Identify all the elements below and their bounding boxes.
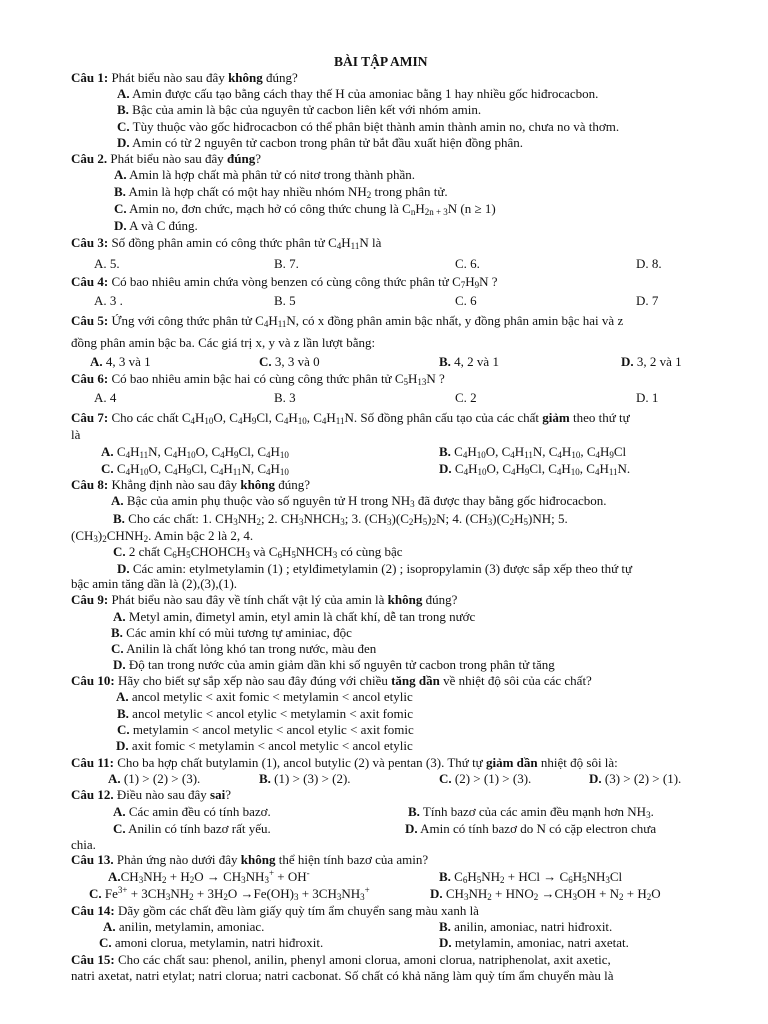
question-2: Câu 2. Phát biểu nào sau đây đúng?	[71, 151, 261, 166]
q3-option-d: D. 8.	[636, 256, 662, 271]
q14-option-d: D. metylamin, amoniac, natri axetat.	[439, 935, 629, 950]
q5-option-c: C. 3, 3 và 0	[259, 354, 320, 369]
q5-option-a: A. 4, 3 và 1	[90, 354, 151, 369]
question-15-continued: natri axetat, natri etylat; natri clorua; natri cacbonat. Số chất có khả năng làm quỳ tím ẩm chuyển màu là	[71, 968, 614, 983]
question-3: Câu 3: Số đồng phân amin có công thức phân tử $C_4H_{11}N$ là	[71, 235, 382, 251]
q3-option-c: C. 6.	[455, 256, 480, 271]
q1-option-b: B. Bậc của amin là bậc của nguyên tử cacbon liên kết với nhóm amin.	[117, 102, 482, 117]
q12-option-c: C. Anilin có tính bazơ rất yếu.	[113, 821, 271, 836]
q1-option-c: C. Tùy thuộc vào gốc hiđrocacbon có thể phân biệt thành amin thành amin no, chưa no và thơm.	[117, 119, 620, 134]
q8-option-b-continued: $(CH_3)_2CHNH_2$. Amin bậc 2 là 2, 4.	[71, 528, 254, 544]
q4-option-b: B. 5	[274, 293, 296, 308]
q14-option-c: C. amoni clorua, metylamin, natri hiđroxit.	[99, 935, 324, 950]
q11-option-b: B. (1) > (3) > (2).	[259, 771, 351, 786]
q8-option-a: A. Bậc của amin phụ thuộc vào số nguyên tử H trong $NH_3$ đã được thay bằng gốc hiđrocacbon.	[111, 493, 607, 509]
q5-option-b: B. 4, 2 và 1	[439, 354, 499, 369]
question-1: Câu 1: Phát biểu nào sau đây không đúng?	[71, 70, 298, 85]
q11-option-c: C. (2) > (1) > (3).	[439, 771, 532, 786]
question-8: Câu 8: Khẳng định nào sau đây không đúng?	[71, 477, 311, 492]
q10-option-d: D. axit fomic < metylamin < ancol metylic < ancol etylic	[116, 738, 413, 753]
q1-option-a: A. Amin được cấu tạo bằng cách thay thế H của amoniac bằng 1 hay nhiều gốc hiđrocacbon.	[117, 86, 599, 101]
q12-option-b: B. Tính bazơ của các amin đều mạnh hơn $NH_3$.	[408, 804, 654, 820]
q8-option-c: C. 2 chất $C_6H_5CHOHCH_3$ và $C_6H_5NHCH_3$ có cùng bậc	[113, 544, 403, 560]
q9-option-d: D. Độ tan trong nước của amin giảm dần khi số nguyên tử cacbon trong phân tử tăng	[113, 657, 555, 672]
document-title: BÀI TẬP AMIN	[334, 54, 428, 69]
q14-option-a: A. anilin, metylamin, amoniac.	[103, 919, 265, 934]
q6-option-c: C. 2	[455, 390, 477, 405]
q12-option-a: A. Các amin đều có tính bazơ.	[113, 804, 271, 819]
q10-option-a: A. ancol metylic < axit fomic < metylamin < ancol etylic	[116, 689, 413, 704]
q4-option-d: D. 7	[636, 293, 659, 308]
q6-option-b: B. 3	[274, 390, 296, 405]
q2-option-a: A. Amin là hợp chất mà phân tử có nitơ trong thành phần.	[114, 167, 415, 182]
q1-option-d: D. Amin có từ 2 nguyên tử cacbon trong phân tử bắt đầu xuất hiện đồng phân.	[117, 135, 524, 150]
question-6: Câu 6: Có bao nhiêu amin bậc hai có cùng công thức phân tử $C_5H_{13}N$ ?	[71, 371, 445, 387]
q13-option-b: B. $C_6H_5NH_2$ + HCl → $C_6H_5NH_3Cl$	[439, 869, 623, 885]
q3-option-a: A. 5.	[94, 256, 120, 271]
question-13: Câu 13. Phản ứng nào dưới đây không thể hiện tính bazơ của amin?	[71, 852, 429, 867]
q8-option-b: B. Cho các chất: 1. $CH_3NH_2$; 2. $CH_3NHCH_3$; 3. $(CH_3)(C_2H_5)_2N$; 4. $(CH_3)(C_2H_5)NH$; 5.	[113, 511, 568, 527]
q11-option-d: D. (3) > (2) > (1).	[589, 771, 682, 786]
question-11: Câu 11: Cho ba hợp chất butylamin (1), ancol butylic (2) và pentan (3). Thứ tự giảm dần nhiệt độ sôi là:	[71, 755, 618, 770]
question-label: Câu 1:	[71, 70, 109, 85]
q8-option-d: D. Các amin: etylmetylamin (1) ; etylđimetylamin (2) ; isopropylamin (3) được sắp xếp theo thứ tự	[117, 561, 633, 576]
question-5: Câu 5: Ứng với công thức phân tử $C_4H_{11}N$, có x đồng phân amin bậc nhất, y đồng phân amin bậc hai và z	[71, 313, 624, 329]
q9-option-c: C. Anilin là chất lỏng khó tan trong nước, màu đen	[111, 641, 377, 656]
question-12: Câu 12. Điều nào sau đây sai?	[71, 787, 231, 802]
q12-option-d-continued: chia.	[71, 837, 96, 852]
q7-option-c: C. $C_4H_{10}O$, $C_4H_9Cl$, $C_4H_{11}N$, $C_4H_{10}$	[101, 461, 289, 477]
question-4: Câu 4: Có bao nhiêu amin chứa vòng benzen có cùng công thức phân tử $C_7H_9N$ ?	[71, 274, 498, 290]
q9-option-b: B. Các amin khí có mùi tương tự aminiac, độc	[111, 625, 352, 640]
question-9: Câu 9: Phát biểu nào sau đây về tính chất vật lý của amin là không đúng?	[71, 592, 458, 607]
q13-option-a: $A.CH_3NH_2 + H_2O \to CH_3NH_3^+ + OH^-$	[108, 868, 310, 885]
q13-option-d: D. $CH_3NH_2 + HNO_2 \to CH_3OH + N_2 + H_2O$	[430, 886, 661, 902]
q7-option-b: B. $C_4H_{10}O$, $C_4H_{11}N$, $C_4H_{10}$, $C_4H_9Cl$	[439, 444, 627, 460]
question-7: Câu 7: Cho các chất $C_4H_{10}O$, $C_4H_9Cl$, $C_4H_{10}$, $C_4H_{11}N$. Số đồng phân cấu tạo của các chất giảm theo thứ tự	[71, 410, 630, 426]
q4-option-c: C. 6	[455, 293, 477, 308]
q10-option-b: B. ancol metylic < ancol etylic < metylamin < axit fomic	[117, 706, 413, 721]
q2-option-c: C. Amin no, đơn chức, mạch hở có công thức chung là $C_nH_{2n + 3}N$ (n ≥ 1)	[114, 201, 496, 217]
question-14: Câu 14: Dãy gồm các chất đều làm giấy quỳ tím ẩm chuyển sang màu xanh là	[71, 903, 479, 918]
question-7-continued: là	[71, 427, 81, 442]
q5-option-d: D. 3, 2 và 1	[621, 354, 682, 369]
q11-option-a: A. (1) > (2) > (3).	[108, 771, 201, 786]
q2-option-b: B. Amin là hợp chất có một hay nhiều nhóm $NH_2$ trong phân tử.	[114, 184, 448, 200]
question-15: Câu 15: Cho các chất sau: phenol, anilin, phenyl amoni clorua, amoni clorua, natriphenolat, axit axetic,	[71, 952, 611, 967]
q10-option-c: C. metylamin < ancol metylic < ancol etylic < axit fomic	[117, 722, 414, 737]
q3-option-b: B. 7.	[274, 256, 299, 271]
question-5-continued: đồng phân amin bậc ba. Các giá trị x, y và z lần lượt bằng:	[71, 335, 376, 350]
q9-option-a: A. Metyl amin, đimetyl amin, etyl amin là chất khí, dễ tan trong nước	[113, 609, 476, 624]
q12-option-d: D. Amin có tính bazơ do N có cặp electron chưa	[405, 821, 657, 836]
q2-option-d: D. A và C đúng.	[114, 218, 198, 233]
q4-option-a: A. 3 .	[94, 293, 123, 308]
q13-option-c: C. $Fe^{3+} + 3CH_3NH_2 + 3H_2O \to Fe(OH)_3 + 3CH_3NH_3^+$	[89, 885, 370, 902]
q7-option-a: A. $C_4H_{11}N$, $C_4H_{10}O$, $C_4H_9Cl$, $C_4H_{10}$	[101, 444, 289, 460]
question-10: Câu 10: Hãy cho biết sự sắp xếp nào sau đây đúng với chiều tăng dần về nhiệt độ sôi của các chất?	[71, 673, 592, 688]
q6-option-d: D. 1	[636, 390, 659, 405]
q7-option-d: D. $C_4H_{10}O$, $C_4H_9Cl$, $C_4H_{10}$, $C_4H_{11}N$.	[439, 461, 631, 477]
q14-option-b: B. anilin, amoniac, natri hiđroxit.	[439, 919, 613, 934]
q8-option-d-continued: bậc amin tăng dần là (2),(3),(1).	[71, 576, 238, 591]
q6-option-a: A. 4	[94, 390, 117, 405]
